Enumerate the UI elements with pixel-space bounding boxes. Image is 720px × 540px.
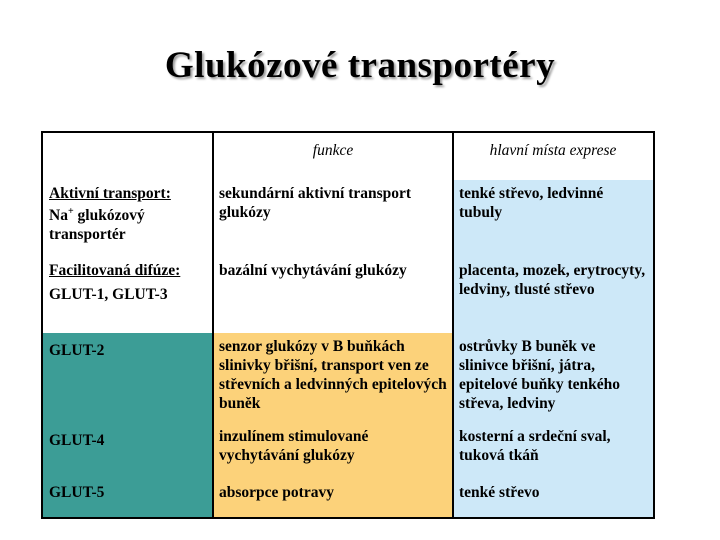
table-row-1-expression: tenké střevo, ledvinné tubuly [453, 180, 653, 257]
table-row-5-function: absorpce potravy [213, 474, 453, 517]
page-title: Glukózové transportéry [164, 45, 556, 86]
row-2-name-heading: Facilitovaná difúze: [49, 262, 181, 279]
table-row-3-name: GLUT-2 [43, 333, 213, 423]
table-row-5-expression: tenké střevo [453, 474, 653, 517]
table-row-1-name [43, 180, 213, 257]
table-row-3-expression: ostrůvky B buněk ve slinivce břišní, játra, epitelové buňky tenkého střeva, ledviny [453, 333, 653, 423]
table-row-4-expression: kosterní a srdeční sval, tuková tkáň [453, 423, 653, 474]
table-row-2-expression: placenta, mozek, erytrocyty, ledviny, tlusté střevo [453, 257, 653, 333]
row-1-name-heading: Aktivní transport: [49, 185, 171, 202]
table-row-5-name: GLUT-5 [43, 474, 213, 517]
header-cell-expression: hlavní místa exprese [453, 133, 653, 180]
column-divider-1 [212, 133, 214, 517]
row-2-name-detail: GLUT-1, GLUT-3 [49, 286, 168, 303]
column-divider-2 [452, 133, 454, 517]
table-row-2-name [43, 257, 213, 333]
header-cell-empty [43, 133, 213, 180]
table-row-1-function: sekundární aktivní transport glukózy [213, 180, 453, 257]
row-1-name-detail: Na+ glukózový transportér [49, 205, 145, 243]
table-row-2-function: bazální vychytávání glukózy [213, 257, 453, 333]
transporter-table [41, 131, 655, 519]
table-row-4-name: GLUT-4 [43, 423, 213, 474]
table-row-4-function: inzulínem stimulované vychytávání glukózy [213, 423, 453, 474]
header-cell-function: funkce [213, 133, 453, 180]
table-row-3-function: senzor glukózy v B buňkách slinivky břišní, transport ven ze střevních a ledvinných epitelových buněk [213, 333, 453, 423]
